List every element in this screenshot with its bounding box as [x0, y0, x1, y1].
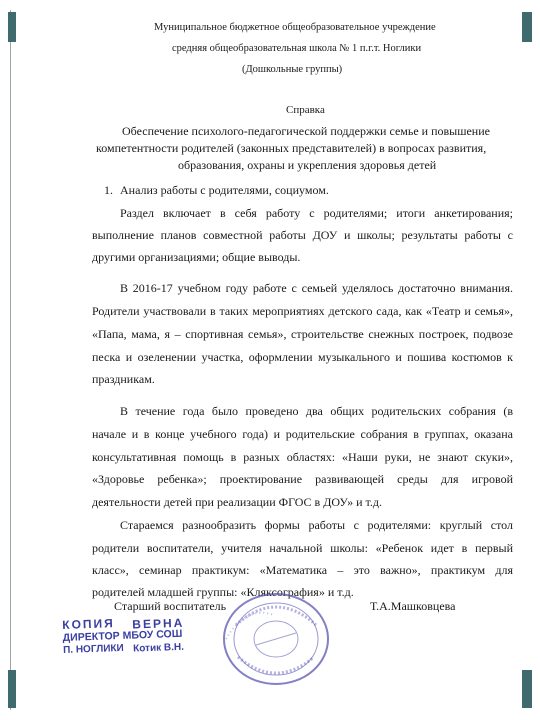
para2-line-5: деятельности детей при реализации ФГОС в ДОУ» и т.д.: [92, 495, 382, 509]
para3-line-2: родители воспитатели, учителя начальной школы: «Ребенок идет в первый: [92, 541, 513, 555]
section-line-2: выполнение планов совместной работы ДОУ и школы; результаты работы с: [92, 228, 513, 242]
para1-line-2: Родители участвовали в таких мероприятиях детского сада, как «Театр и семья»,: [92, 304, 513, 318]
section-heading: Анализ работы с родителями, социумом.: [120, 183, 329, 197]
section-number: 1.: [104, 183, 113, 197]
para3-line-1: Стараемся разнообразить формы работы с родителями: круглый стол: [120, 518, 513, 532]
official-seal: [216, 585, 336, 689]
section-line-3: другими организациями; общие выводы.: [92, 250, 301, 264]
header-line-3: (Дошкольные группы): [242, 64, 343, 75]
para3-line-4: родителей младшей группы: «Кляксография» и т.д.: [92, 585, 354, 599]
para1-line-3: «Папа, мама, я – спортивная семья», строительстве снежных построек, подвозе: [92, 327, 513, 341]
frame-accent-top-left: [8, 12, 16, 42]
stamp-copy: КОПИЯ: [62, 616, 116, 632]
signature-position: Старший воспитатель: [114, 599, 227, 613]
stamp-director: ДИРЕКТОР МБОУ СОШ: [62, 627, 183, 644]
frame-accent-top-right: [522, 12, 532, 42]
subtitle-line-3: образования, охраны и укрепления здоровья детей: [178, 158, 437, 172]
frame-accent-bottom-left: [8, 670, 16, 708]
header-line-1: Муниципальное бюджетное общеобразовательное учреждение: [154, 22, 436, 33]
document-title: Справка: [286, 104, 325, 116]
para1-line-4: песка и озеленении участка, оформлении музыкального и пошива костюмов к: [92, 350, 513, 364]
stamp-verna: ВЕРНА: [132, 615, 185, 632]
header-line-2: средняя общеобразовательная школа № 1 п.г.т. Ноглики: [172, 43, 422, 54]
para2-line-2: начале и в конце учебного года) и родительские собрания в группах, оказана: [92, 427, 513, 441]
frame-accent-bottom-right: [522, 670, 532, 708]
stamp-place: П. НОГЛИКИ: [62, 642, 124, 656]
page-frame-left: [10, 10, 11, 710]
para2-line-1: В течение года было проведено два общих родительских собрания (в: [120, 404, 513, 418]
section-line-1: Раздел включает в себя работу с родителями; итоги анкетирования;: [120, 206, 513, 220]
para2-line-4: «Здоровье ребенка»; проектирование развивающей среды для игровой: [92, 472, 513, 486]
subtitle-line-2: компетентности родителей (законных представителей) в вопросах развития,: [96, 141, 487, 155]
para1-line-1: В 2016-17 учебном году работе с семьей уделялось достаточно внимания.: [120, 281, 513, 295]
stamp-signer: Котик В.Н.: [132, 641, 185, 655]
para1-line-5: праздникам.: [92, 372, 155, 386]
subtitle-line-1: Обеспечение психолого-педагогической поддержки семье и повышение: [122, 124, 490, 138]
signature-name: Т.А.Машковцева: [370, 599, 456, 613]
para2-line-3: консультативная помощь в разных областях: «Наши руки, не знают скуки»,: [92, 450, 513, 464]
para3-line-3: класс», семинар практикум: «Математика – это важно», практикум для: [92, 563, 513, 577]
